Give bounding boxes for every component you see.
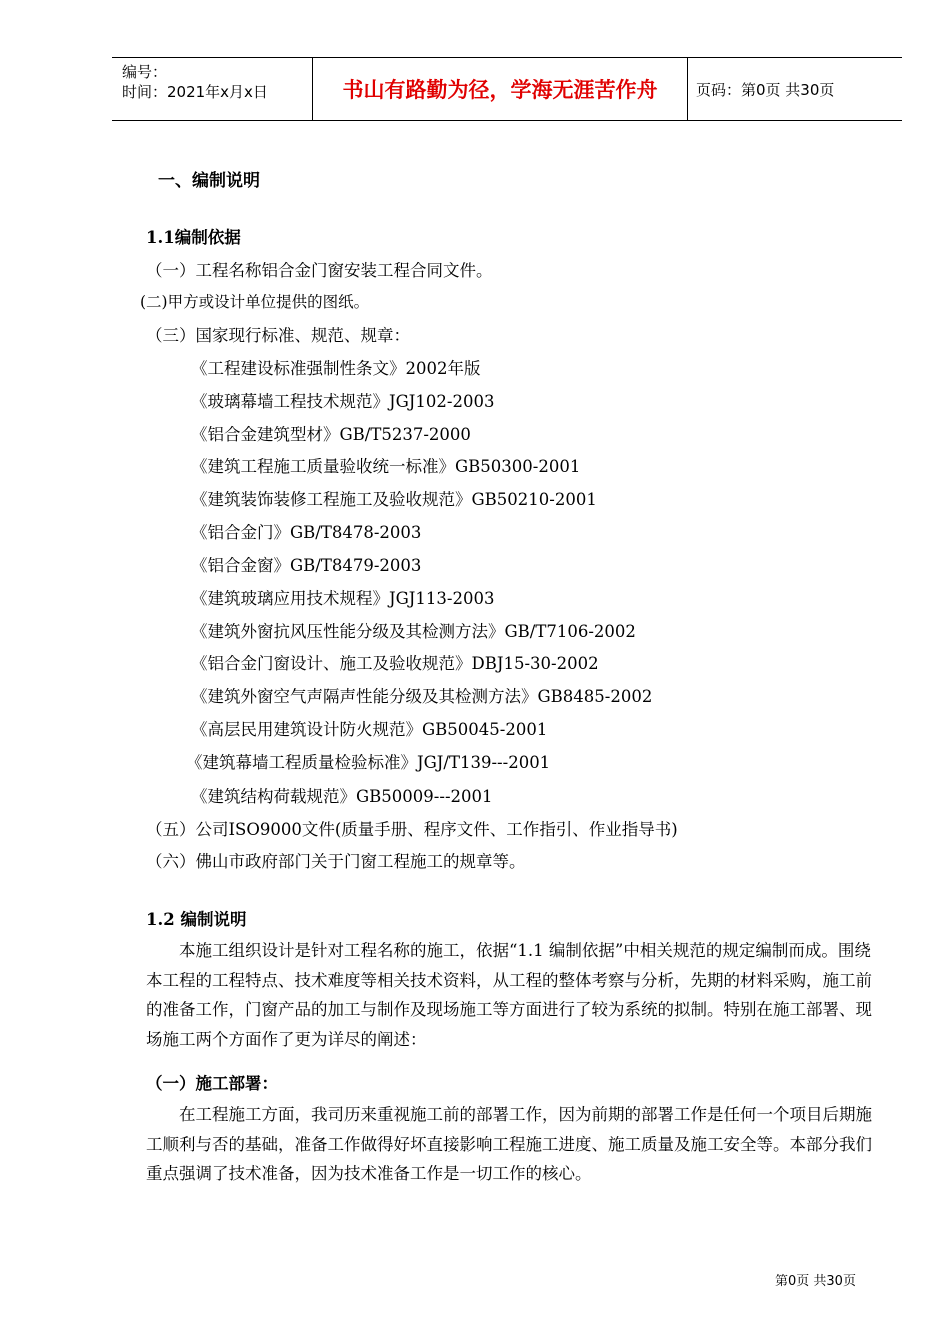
page-footer: 第0页 共30页 (775, 1274, 856, 1289)
paragraph-2: 在工程施工方面，我司历来重视施工前的部署工作，因为前期的部署工作是任何一个项目后期施工顺利与否的基础，准备工作做得好坏直接影响工程施工进度、施工质量及施工安全等。本部分我们重点强调了技术准备，因为技术准备工作是一切工作的核心。 (146, 1105, 872, 1183)
basis-item-3: （三）国家现行标准、规范、规章： (146, 326, 410, 345)
basis-item-1: （一）工程名称铝合金门窗安装工程合同文件。 (146, 261, 493, 280)
standard-item: 《铝合金门窗设计、施工及验收规范》DBJ15-30-2002 (191, 654, 599, 673)
heading-1-2: 1.2 编制说明 (146, 910, 247, 929)
basis-item-6: （六）佛山市政府部门关于门窗工程施工的规章等。 (146, 852, 526, 871)
standard-item: 《建筑幕墙工程质量检验标准》JGJ/T139---2001 (186, 753, 551, 772)
standard-item: 《建筑装饰装修工程施工及验收规范》GB50210-2001 (191, 490, 597, 509)
paragraph-1: 本施工组织设计是针对工程名称的施工，依据“1.1 编制依据”中相关规范的规定编制而成。围绕本工程的工程特点、技术难度等相关技术资料，从工程的整体考察与分析，先期的材料采购，施工前的准备工作，门窗产品的加工与制作及现场施工等方面进行了较为系统的拟制。特别在施工部署、现场施工两个方面作了更为详尽的阐述： (146, 941, 872, 1049)
header-page-info: 页码：第0页 共30页 (696, 80, 835, 99)
standard-item: 《建筑玻璃应用技术规程》JGJ113-2003 (191, 589, 495, 608)
standard-item: 《建筑结构荷载规范》GB50009---2001 (191, 787, 493, 806)
section-title: 一、编制说明 (158, 171, 260, 191)
basis-item-2: (二)甲方或设计单位提供的图纸。 (140, 293, 370, 311)
page-header (112, 57, 902, 121)
standard-item: 《铝合金建筑型材》GB/T5237-2000 (191, 425, 471, 444)
standard-item: 《铝合金窗》GB/T8479-2003 (191, 556, 422, 575)
standard-item: 《建筑外窗空气声隔声性能分级及其检测方法》GB8485-2002 (191, 687, 653, 706)
heading-1-1: 1.1编制依据 (146, 228, 241, 247)
standard-item: 《铝合金门》GB/T8478-2003 (191, 523, 422, 542)
standard-item: 《建筑工程施工质量验收统一标准》GB50300-2001 (191, 457, 581, 476)
basis-item-5: （五）公司ISO9000文件(质量手册、程序文件、工作指引、作业指导书) (146, 820, 678, 839)
subheading-deployment: （一）施工部署： (146, 1074, 278, 1093)
number-label: 编号： (122, 63, 168, 81)
header-meta (122, 62, 268, 102)
standard-item: 《高层民用建筑设计防火规范》GB50045-2001 (191, 720, 548, 739)
time-label: 时间：2021年x月x日 (122, 83, 268, 101)
standard-item: 《工程建设标准强制性条文》2002年版 (191, 359, 481, 378)
header-motto: 书山有路勤为径，学海无涯苦作舟 (312, 58, 688, 120)
standard-item: 《玻璃幕墙工程技术规范》JGJ102-2003 (191, 392, 495, 411)
standard-item: 《建筑外窗抗风压性能分级及其检测方法》GB/T7106-2002 (191, 622, 636, 641)
